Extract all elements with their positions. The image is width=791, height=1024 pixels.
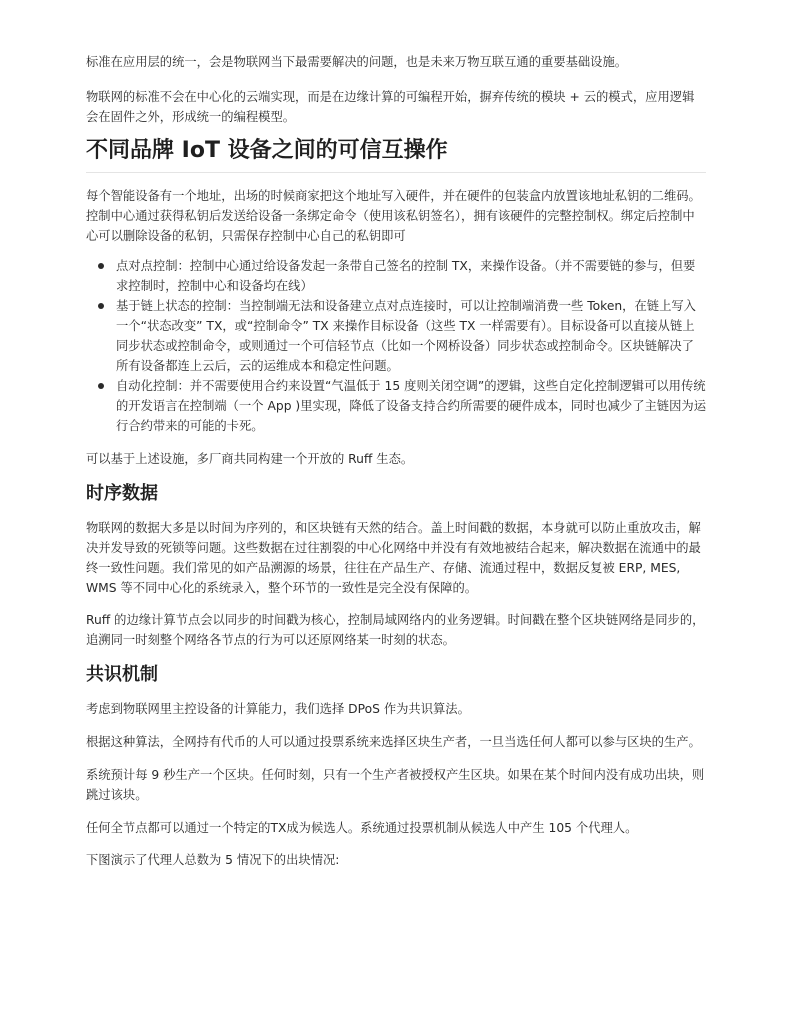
consensus-paragraph-1: 考虑到物联网里主控设备的计算能力，我们选择 DPoS 作为共识算法。	[86, 702, 470, 716]
interop-paragraph-1: 每个智能设备有一个地址，出场的时候商家把这个地址写入硬件，并在硬件的包装盒内放置该地址私钥的二维码。 控制中心通过获得私钥后发送给设备一条绑定命令（使用该私钥签名），拥有该硬件的完整控制权。绑定后控制中心可以删除设备的私钥，只需保存控制中心自己的私钥即可	[86, 189, 701, 243]
document-body	[86, 52, 706, 870]
intro-paragraph-1: 标准在应用层的统一，会是物联网当下最需要解决的问题，也是未来万物互联互通的重要基础设施。	[86, 55, 628, 69]
list-item-text: 自动化控制：并不需要使用合约来设置“气温低于 15 度则关闭空调”的逻辑，这些自定化控制逻辑可以用传统的开发语言在控制端（一个 App )里实现，降低了设备支持合约所需要的硬件成本，同时也减少了主链因为运行合约带来的可能的卡死。	[116, 379, 706, 433]
list-item-text: 基于链上状态的控制：当控制端无法和设备建立点对点连接时，可以让控制端消费一些 Token，在链上写入一个“状态改变” TX，或“控制命令” TX 来操作目标设备（这些 TX 一样需要有）。目标设备可以直接从链上同步状态或控制命令，或则通过一个可信轻节点（比如一个网桥设备）同步状态或控制命令。区块链解决了所有设备都连上云后，云的运维成本和稳定性问题。	[116, 299, 696, 373]
consensus-paragraph-3: 系统预计每 9 秒生产一个区块。任何时刻，只有一个生产者被授权产生区块。如果在某个时间内没有成功出块，则跳过该块。	[86, 768, 705, 802]
list-item	[86, 256, 706, 296]
intro-paragraph-2: 物联网的标准不会在中心化的云端实现，而是在边缘计算的可编程开始，摒弃传统的模块 + 云的模式，应用逻辑会在固件之外，形成统一的编程模型。	[86, 90, 695, 124]
timeseries-paragraph-2: Ruff 的边缘计算节点会以同步的时间戳为核心，控制局域网络内的业务逻辑。时间戳在整个区块链网络是同步的，追溯同一时刻整个网络各节点的行为可以还原网络某一时刻的状态。	[86, 613, 705, 647]
consensus-paragraph-5: 下图演示了代理人总数为 5 情况下的出块情况:	[86, 853, 340, 867]
interop-paragraph-2: 可以基于上述设施，多厂商共同构建一个开放的 Ruff 生态。	[86, 452, 414, 466]
consensus-paragraph-4: 任何全节点都可以通过一个特定的TX成为候选人。系统通过投票机制从候选人中产生 105 个代理人。	[86, 821, 638, 835]
consensus-heading: 共识机制	[86, 664, 158, 685]
interop-bullet-list	[86, 256, 706, 436]
bullet-dot-icon	[98, 383, 104, 389]
timeseries-paragraph-1: 物联网的数据大多是以时间为序列的，和区块链有天然的结合。盖上时间戳的数据，本身就可以防止重放攻击，解决并发导致的死锁等问题。这些数据在过往割裂的中心化网络中并没有有效地被结合起来，解决数据在流通中的最终一致性问题。我们常见的如产品溯源的场景，往往在产品生产、存储、流通过程中，数据反复被 ERP, MES, WMS 等不同中心化的系统录入，整个环节的一致性是完全没有保障的。	[86, 521, 701, 595]
list-item	[86, 296, 706, 376]
bullet-dot-icon	[98, 263, 104, 269]
bullet-dot-icon	[98, 303, 104, 309]
list-item	[86, 376, 706, 436]
interop-heading: 不同品牌 IoT 设备之间的可信互操作	[86, 136, 706, 173]
consensus-paragraph-2: 根据这种算法，全网持有代币的人可以通过投票系统来选择区块生产者，一旦当选任何人都可以参与区块的生产。	[86, 735, 701, 749]
timeseries-heading: 时序数据	[86, 483, 158, 504]
list-item-text: 点对点控制：控制中心通过给设备发起一条带自己签名的控制 TX，来操作设备。（并不需要链的参与，但要求控制时，控制中心和设备均在线）	[116, 259, 696, 293]
